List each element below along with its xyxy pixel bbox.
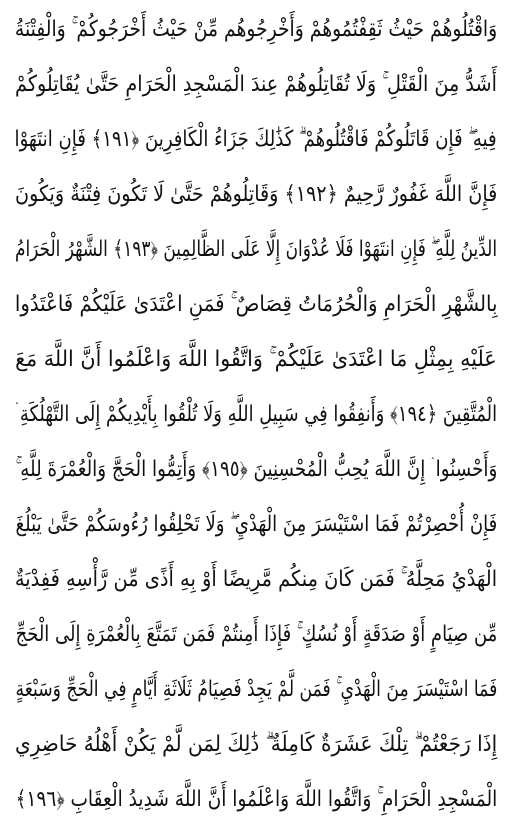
text-line — [14, 501, 498, 549]
line-text: أَشَدُّ مِنَ الْقَتْلِ ۚ وَلَا تُقَاتِلُوهُمْ عِندَ الْمَسْجِدِ الْحَرَامِ حَتَّىٰ يُقَاتِلُوكُمْ — [15, 72, 497, 97]
text-line — [14, 556, 498, 604]
text-line — [14, 6, 498, 54]
text-line — [14, 446, 498, 494]
text-line — [14, 226, 498, 274]
text-line — [14, 721, 498, 769]
text-line — [14, 391, 498, 439]
line-text: الدِّينُ لِلَّهِ ۖ فَإِنِ انتَهَوْا فَلَا عُدْوَانَ إِلَّا عَلَى الظَّالِمِينَ ﴿١٩٣﴾ الشَّهْرُ الْحَرَامُ — [14, 237, 498, 262]
line-text: وَاقْتُلُوهُمْ حَيْثُ ثَقِفْتُمُوهُمْ وَأَخْرِجُوهُم مِّنْ حَيْثُ أَخْرَجُوكُمْ ۚ وَالْفِتْنَةُ — [14, 17, 498, 42]
text-line — [14, 611, 498, 659]
line-text: الْمَسْجِدِ الْحَرَامِ ۚ وَاتَّقُوا اللَّهَ وَاعْلَمُوا أَنَّ اللَّهَ شَدِيدُ الْعِقَابِ ﴿١٩٦﴾ — [15, 787, 497, 812]
line-text: فَمَا اسْتَيْسَرَ مِنَ الْهَدْيِ ۚ فَمَن لَّمْ يَجِدْ فَصِيَامُ ثَلَاثَةِ أَيَّامٍ فِي الْحَجِّ وَسَبْعَةٍ — [15, 677, 497, 702]
text-line — [14, 116, 498, 164]
text-line — [14, 281, 498, 329]
text-line — [14, 171, 498, 219]
line-text: الْمُتَّقِينَ ﴿١٩٤﴾ وَأَنفِقُوا فِي سَبِيلِ اللَّهِ وَلَا تُلْقُوا بِأَيْدِيكُمْ إِلَى التَّهْلُكَةِ ۛ — [15, 402, 497, 427]
line-text: مِّن صِيَامٍ أَوْ صَدَقَةٍ أَوْ نُسُكٍ ۚ فَإِذَا أَمِنتُمْ فَمَن تَمَتَّعَ بِالْعُمْرَةِ إِلَى الْحَجِّ — [15, 622, 497, 647]
text-line — [14, 776, 498, 824]
line-text: فِيهِ ۖ فَإِن قَاتَلُوكُمْ فَاقْتُلُوهُمْ ۗ كَذَٰلِكَ جَزَاءُ الْكَافِرِينَ ﴿١٩١﴾ فَإِنِ انتَهَوْا — [14, 127, 498, 152]
line-text: وَأَحْسِنُوا ۛ إِنَّ اللَّهَ يُحِبُّ الْمُحْسِنِينَ ﴿١٩٥﴾ وَأَتِمُّوا الْحَجَّ وَالْعُمْرَةَ لِلَّهِ ۚ — [15, 457, 497, 482]
text-line — [14, 666, 498, 714]
line-text: إِذَا رَجَعْتُمْ ۗ تِلْكَ عَشَرَةٌ كَامِلَةٌ ۗ ذَٰلِكَ لِمَن لَّمْ يَكُنْ أَهْلُهُ حَاضِرِي — [14, 732, 498, 757]
line-text: عَلَيْهِ بِمِثْلِ مَا اعْتَدَىٰ عَلَيْكُمْ ۚ وَاتَّقُوا اللَّهَ وَاعْلَمُوا أَنَّ اللَّهَ مَعَ — [15, 347, 497, 372]
line-text: فَإِنَّ اللَّهَ غَفُورٌ رَّحِيمٌ ﴿١٩٢﴾ وَقَاتِلُوهُمْ حَتَّىٰ لَا تَكُونَ فِتْنَةٌ وَيَكُونَ — [14, 182, 498, 207]
text-line — [14, 336, 498, 384]
line-text: الْهَدْيُ مَحِلَّهُ ۚ فَمَن كَانَ مِنكُم مَّرِيضًا أَوْ بِهِ أَذًى مِّن رَّأْسِهِ فَفِدْيَةٌ — [14, 567, 498, 592]
text-line — [14, 61, 498, 109]
line-text: بِالشَّهْرِ الْحَرَامِ وَالْحُرُمَاتُ قِصَاصٌ ۚ فَمَنِ اعْتَدَىٰ عَلَيْكُمْ فَاعْتَدُوا — [14, 292, 498, 317]
line-text: فَإِنْ أُحْصِرْتُمْ فَمَا اسْتَيْسَرَ مِنَ الْهَدْيِ ۖ وَلَا تَحْلِقُوا رُءُوسَكُمْ حَتَّىٰ يَبْلُغَ — [15, 512, 497, 537]
